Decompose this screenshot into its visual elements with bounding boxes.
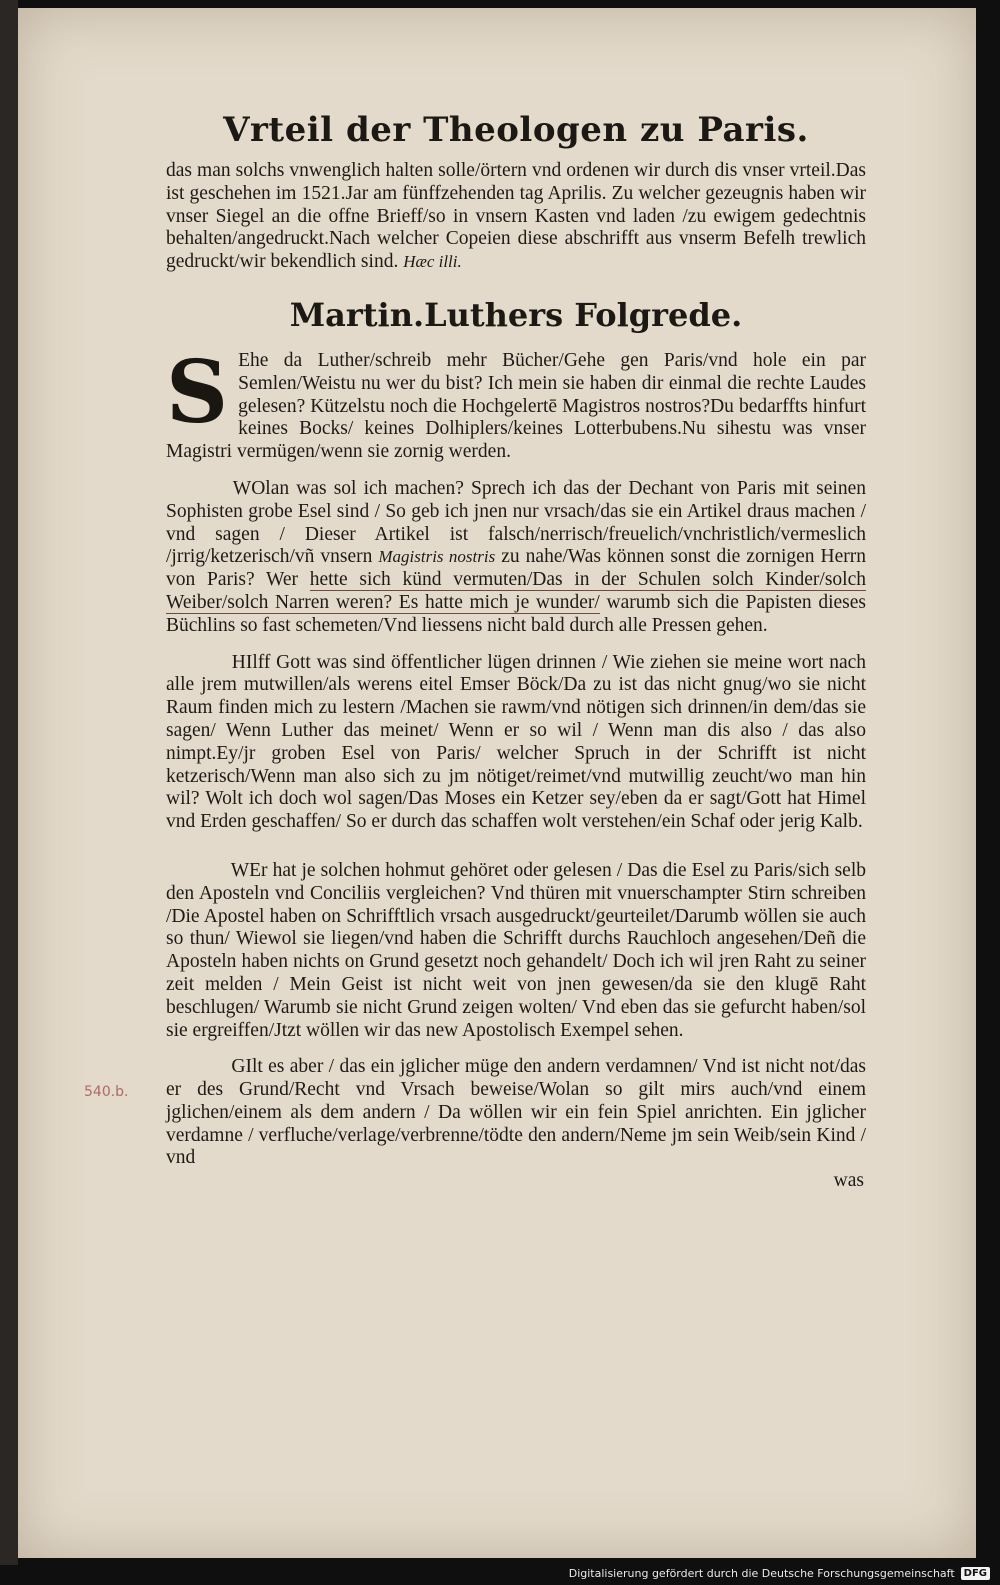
intro-text: das man solchs vnwenglich halten solle/örtern vnd ordenen wir durch dis vnser vrteil.Das ist geschehen im 1521.Jar am fünffzehenden tag Aprilis. Zu welcher gezeugnis haben wir vnser Siegel an die offne Brieff/so in vnsern Kasten vnd laden /zu ewigem gedechtnis behalten/angedruckt.Nach welcher Copeien diese abschrifft aus vnserm Befelh trewlich gedruckt/wir bekendlich sind. [166,160,866,273]
section-heading: Martin.Luthers Folgrede. [289,295,743,334]
paragraph-2-text-c: warumb sich die Papisten dieses Büchlins so fast schemeten/Vnd liessens nicht bald durch alle Pressen gehen. [166,591,866,636]
paragraph-5 [166,1056,866,1170]
book-page [18,8,976,1558]
paragraph-3 [166,652,866,834]
margin-annotation: 540.b. [84,1084,129,1100]
catchword: was [833,1170,864,1192]
paragraph-1-text: Ehe da Luther/schreib mehr Bücher/Gehe gen Paris/vnd hole ein par Semlen/Weistu nu wer du bist? Ich mein sie haben dir einmal die rechte Laudes gelesen? Kützelstu noch die Hochgelertē Magistros nostros?Du bedarffts hinfurt keines Bocks/ keines Dolhiplers/keines Lotterbubens.Nu sihestu was vnser Magistri vermügen/wenn sie zornig werden. [166,349,866,463]
scan-edge [0,0,18,1565]
paragraph-2 [166,478,866,638]
running-head: Vrteil der Theologen zu Paris. [223,110,809,150]
paragraph-4 [166,860,866,1042]
paragraph-2-text-a: WOlan was sol ich machen? Sprech ich das der Dechant von Paris mit seinen Sophisten grobe Esel sind / So geb ich jnen nur vrsach/das sie ein Artikel draus machen / vnd sagen / Dieser Artikel ist falsch/nerrisch/freuelich/vnchristlich/vermeslich /jrrig/ketzerisch/vñ vnsern [166,477,866,568]
paragraph-2-text-b: zu nahe/Was können sonst die zornigen Herrn von Paris? Wer [166,546,867,591]
intro-paragraph [166,160,866,274]
paragraph-2-latin: Magistris nostris [378,547,496,567]
paragraph-5-text: GIlt es aber / das ein jglicher müge den andern verdamnen/ Vnd ist nicht not/das er des Grund/Recht vnd Vrsach beweise/Wolan so gilt mirs auch/vnd einem jglichen/einem als dem andern / Da wöllen wir ein fein Spiel anrichten. Ein jglicher verdamne / verfluche/verlage/verbrenne/tödte den andern/Neme jm sein Weib/sein Kind / vnd [166,1056,866,1169]
dfg-logo: DFG [961,1567,990,1580]
footer-credit [569,1563,990,1583]
paragraph-3-text: HIlff Gott was sind öffentlicher lügen drinnen / Wie ziehen sie meine wort nach alle jrem mutwillen/als werens eitel Emser Böck/Da zu ist das nicht gnug/wo sie nicht Raum finden mich zu lestern /Machen sie rawm/vnd nötigen sich drinnen/in dem/das sie sagen/ Wenn Luther das meinet/ Wenn er so wil / Wenn man dis also / das also nimpt.Ey/jr groben Esel von Paris/ welcher Spruch in der Schrifft ist nicht ketzerisch/Wenn man also sich zu jm nötiget/reimet/vnd mutwillig zeucht/wo man hin wil? Wolt ich doch wol sagen/Das Moses ein Ketzer sey/eben da er sagt/Gott hat Himel vnd Erden geschaffen/ So er durch das schaffen wolt verstehen/ein Schaf oder jerig Kalb. [166,651,867,833]
paragraph-2-underlined: hette sich künd vermuten/Das in der Schulen solch Kinder/solch Weiber/solch Narren weren? Es hatte mich je wunder/ [166,569,867,613]
page-text-block [166,110,866,1192]
paragraph-1 [166,341,866,464]
intro-latin: Hæc illi. [403,252,462,272]
footer-text: Digitalisierung gefördert durch die Deutsche Forschungsgemeinschaft [568,1566,955,1580]
drop-cap: S [166,341,229,443]
paragraph-4-text: WEr hat je solchen hohmut gehöret oder gelesen / Das die Esel zu Paris/sich selb den Aposteln vnd Conciliis vergleichen? Vnd thüren mit vnuerschampter Stirn schreiben /Die Apostel haben on Schrifftlich vrsach ausgedruckt/geurteilet/Darumb wöllen sie auch so thun/ Wiewol sie liegen/vnd haben die Schrifft durchs Rauchloch angesehen/Deñ die Aposteln haben nichts on Grund gesetzt noch gehandelt/ Doch ich wil jren Raht zu seiner zeit melden / Mein Geist ist nicht weit von jnen gewesen/da sie den klugē Raht beschlugen/ Warumb sie nicht Grund zeigen wolten/ Vnd eben das sie gefurcht haben/sol sie ergreiffen/Jtzt wöllen wir das new Apostolisch Exempel sehen. [166,859,867,1041]
